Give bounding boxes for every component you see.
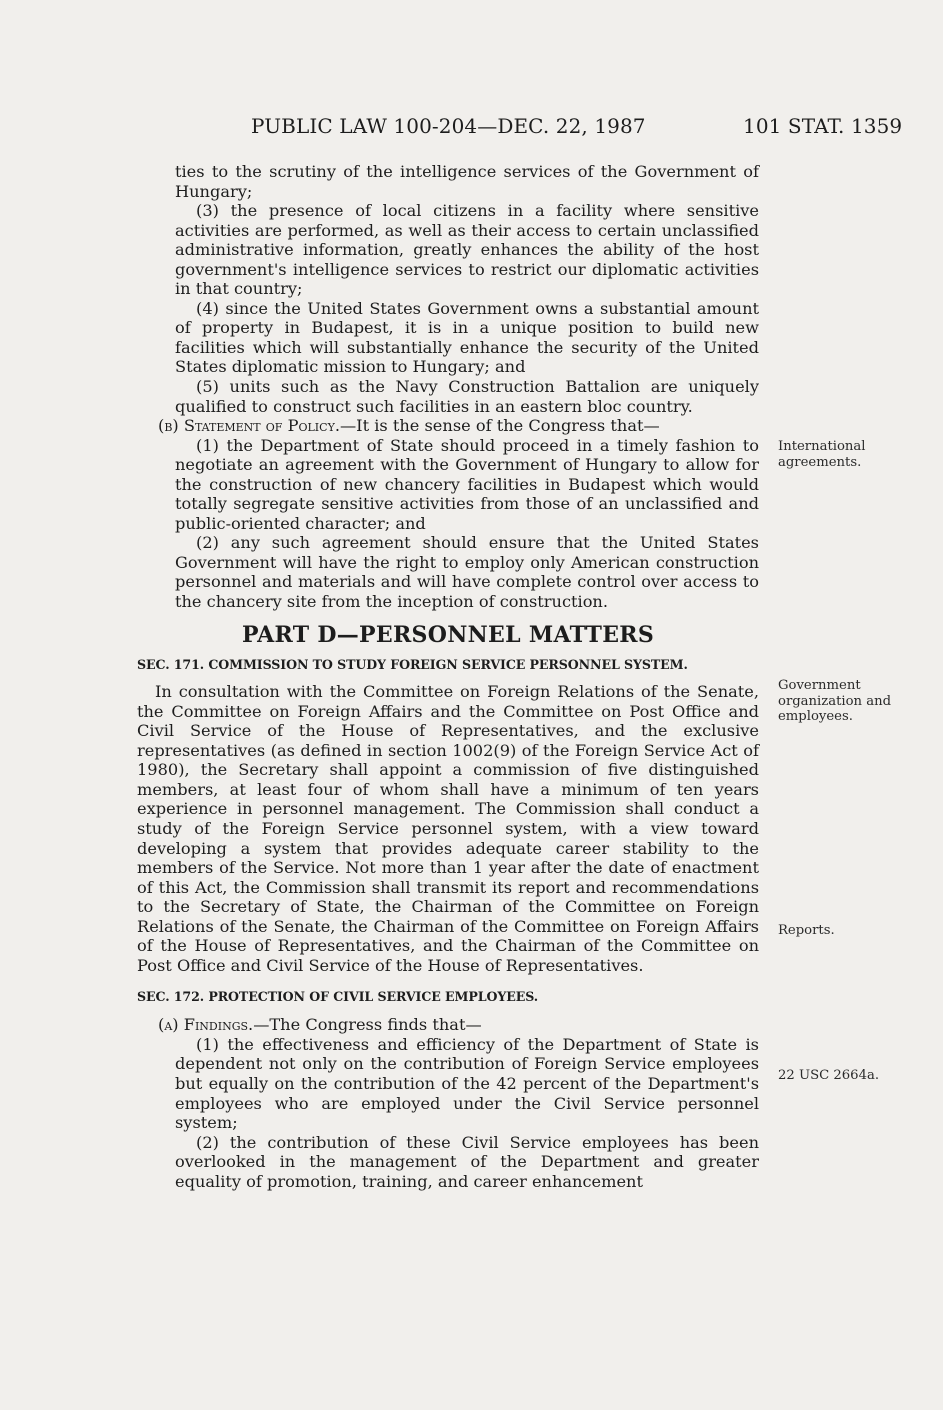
running-header-title: PUBLIC LAW 100-204—DEC. 22, 1987: [251, 114, 646, 138]
subsection-b-label: (b) Statement of Policy.: [158, 416, 340, 436]
paragraph-item-5: (5) units such as the Navy Construction Battalion are uniquely qualified to construct such facilities in an eastern bloc country.: [175, 377, 759, 416]
subsection-a-label: (a) Findings.: [158, 1015, 254, 1035]
margin-note-reports: Reports.: [778, 923, 835, 938]
subsection-a: [137, 1015, 759, 1035]
paragraph-item-4: (4) since the United States Government owns a substantial amount of property in Budapest, it is in a unique position to build new facilities which will substantially enhance the security of the United States diplomatic mission to Hungary; and: [175, 298, 759, 377]
margin-note-usc-citation: 22 USC 2664a.: [778, 1068, 880, 1083]
policy-item-1: (1) the Department of State should proceed in a timely fashion to negotiate an agreement with the Government of Hungary to allow for the construction of new chancery facilities in Budapest which would totally segregate sensitive activities from those of an unclassified and public-oriented character; and: [175, 435, 759, 533]
part-title: PART D—PERSONNEL MATTERS: [241, 621, 655, 648]
paragraph-continuation: ties to the scrutiny of the intelligence services of the Government of Hungary;: [175, 162, 759, 201]
section-172-heading: SEC. 172. PROTECTION OF CIVIL SERVICE EMPLOYEES.: [137, 989, 539, 1005]
main-text-column: [137, 162, 759, 1191]
subsection-a-text: —The Congress finds that—: [253, 1015, 482, 1035]
finding-item-1: (1) the effectiveness and efficiency of the Department of State is dependent not only on the contribution of Foreign Service employees but equally on the contribution of the 42 percent of the Department's employees who are employed under the Civil Service personnel system;: [175, 1034, 759, 1133]
margin-note-international-agreements: International agreements.: [778, 439, 866, 470]
section-171-text: In consultation with the Committee on Foreign Relations of the Senate, the Committee on Foreign Affairs and the Committee on Post Office and Civil Service of the House of Representatives, and the exclusive representatives (as defined in section 1002(9) of the Foreign Service Act of 1980), the Secretary shall appoint a commission of five distinguished members, at least four of whom shall have a minimum of ten years experience in personnel management. The Commission shall conduct a study of the Foreign Service personnel system, with a view toward developing a system that provides adequate career stability to the members of the Service. Not more than 1 year after the date of enactment of this Act, the Commission shall transmit its report and recommendations to the Secretary of State, the Chairman of the Committee on Foreign Relations of the Senate, the Chairman of the Committee on Foreign Affairs of the House of Representatives, and the Chairman of the Committee on Post Office and Civil Service of the House of Representatives.: [137, 682, 759, 975]
margin-note-government-organization: Government organization and employees.: [778, 678, 892, 724]
finding-item-2: (2) the contribution of these Civil Service employees has been overlooked in the management of the Department and greater equality of promotion, training, and career enhancement: [175, 1132, 759, 1191]
section-171-heading: SEC. 171. COMMISSION TO STUDY FOREIGN SERVICE PERSONNEL SYSTEM.: [137, 657, 688, 673]
statute-page-number: 101 STAT. 1359: [743, 114, 903, 138]
policy-item-2: (2) any such agreement should ensure that the United States Government will have the right to employ only American construction personnel and materials and will have complete control over access to the chancery site from the inception of construction.: [175, 533, 759, 612]
paragraph-item-3: (3) the presence of local citizens in a facility where sensitive activities are performed, as well as their access to certain unclassified administrative information, greatly enhances the ability of the host government's intelligence services to restrict our diplomatic activities in that country;: [175, 201, 759, 299]
subsection-b: [137, 416, 759, 436]
subsection-b-text: —It is the sense of the Congress that—: [339, 416, 660, 436]
